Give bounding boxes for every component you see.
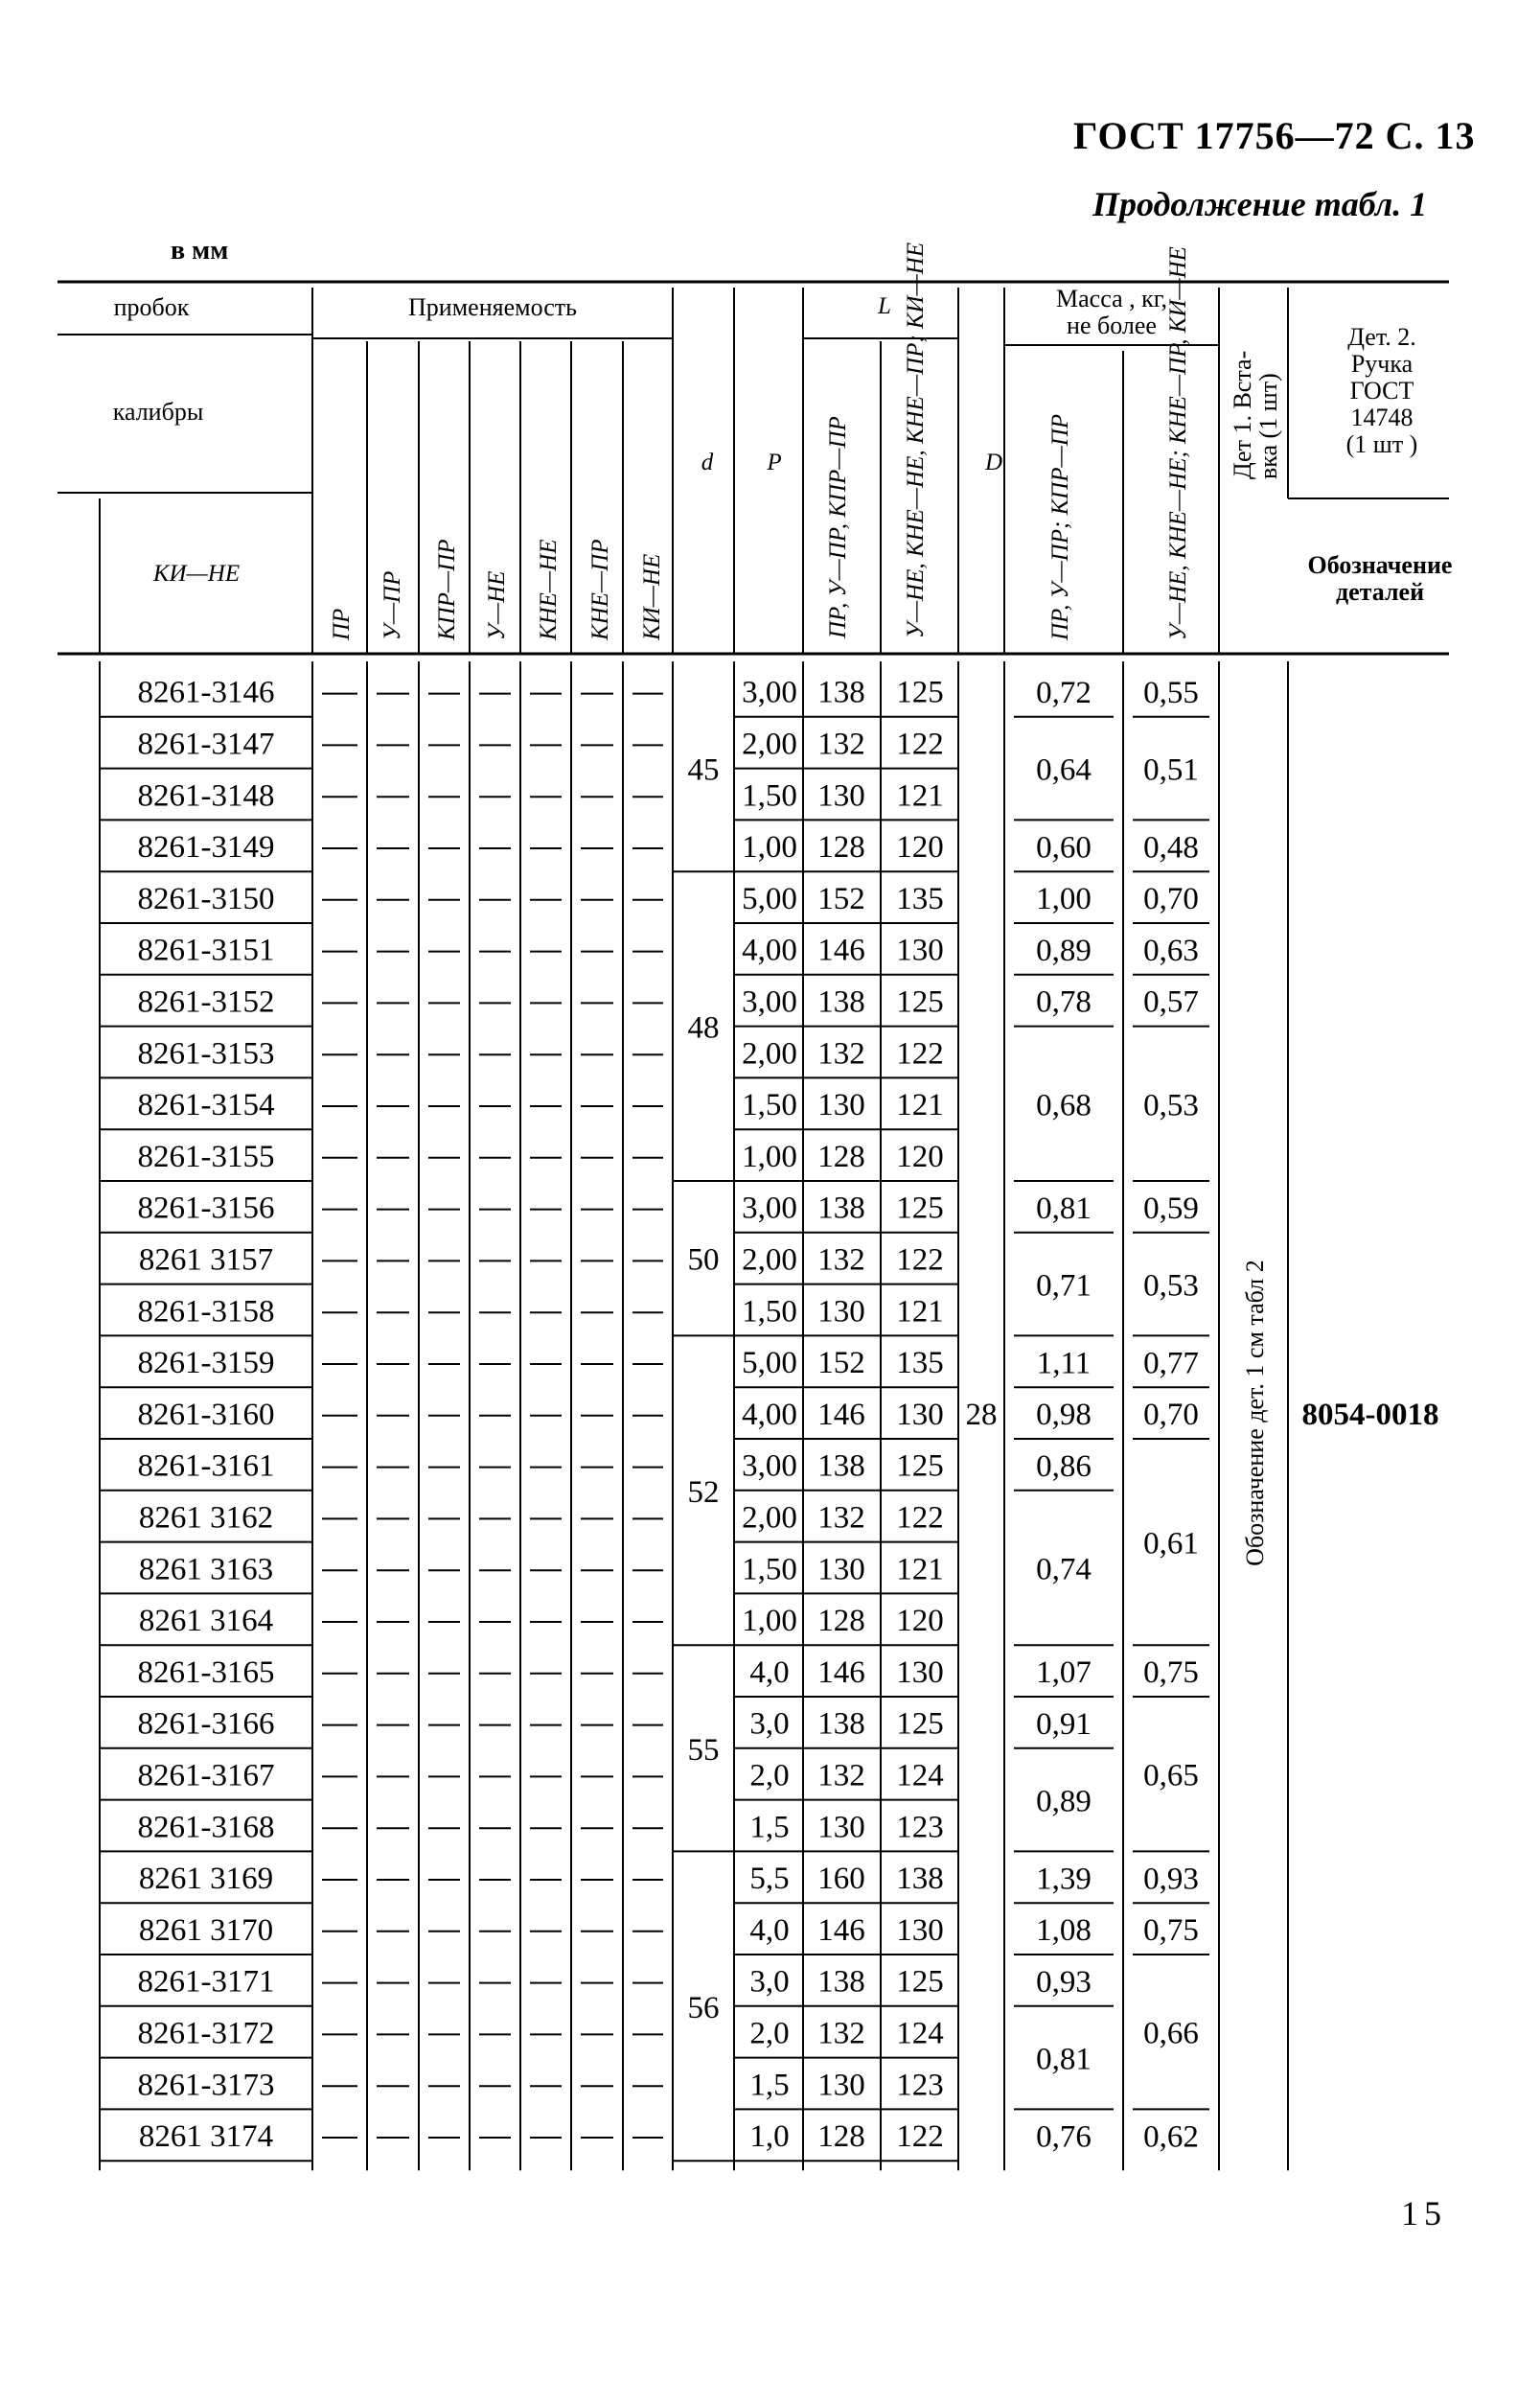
mass-value-pr: 0,71 — [1036, 1268, 1092, 1304]
gauge-code: 8261-3155 — [137, 1139, 275, 1174]
pitch-value: 2,00 — [742, 1500, 797, 1536]
pitch-value: 4,00 — [742, 933, 797, 968]
diameter-value: 56 — [687, 1990, 720, 2025]
length-value-ne: 122 — [896, 1036, 944, 1072]
length-value-ne: 121 — [896, 1294, 944, 1330]
length-value-ne: 125 — [896, 675, 944, 710]
mass-value-pr: 0,76 — [1036, 2119, 1092, 2155]
header-ki-ne: КИ—НЕ — [152, 561, 241, 587]
header-app-pr: ПР — [329, 608, 355, 640]
mass-value-pr: 1,11 — [1036, 1346, 1092, 1381]
pitch-value: 5,00 — [742, 881, 797, 916]
header-plugs: пробок — [113, 293, 190, 321]
gauge-code: 8261 3162 — [138, 1500, 274, 1536]
mass-value-ne: 0,62 — [1143, 2119, 1199, 2155]
length-value-ne: 135 — [896, 1346, 944, 1381]
mass-value-ne: 0,59 — [1143, 1191, 1199, 1226]
mass-value-ne: 0,57 — [1143, 984, 1199, 1020]
length-value-pr: 138 — [817, 984, 865, 1020]
header-mass: Масса , кг, — [1056, 285, 1167, 312]
length-value-ne: 124 — [896, 1758, 944, 1793]
gauge-code: 8261-3166 — [137, 1706, 275, 1742]
length-value-ne: 122 — [896, 1242, 944, 1278]
length-value-pr: 152 — [817, 1346, 865, 1381]
mass-value-ne: 0,66 — [1143, 2016, 1199, 2051]
gauge-code: 8261-3147 — [137, 727, 275, 762]
gauge-code: 8261-3165 — [137, 1654, 275, 1690]
mass-value-pr: 0,93 — [1036, 1964, 1092, 2000]
length-value-ne: 122 — [896, 727, 944, 762]
length-value-pr: 138 — [817, 675, 865, 710]
length-value-pr: 152 — [817, 881, 865, 916]
pitch-value: 2,0 — [749, 1758, 790, 1793]
length-value-pr: 146 — [817, 1397, 865, 1432]
gauge-code: 8261 3163 — [138, 1552, 274, 1587]
gauge-code: 8261-3146 — [137, 675, 275, 710]
header-l: L — [878, 293, 891, 319]
pitch-value: 4,0 — [749, 1654, 790, 1690]
length-value-pr: 138 — [817, 1706, 865, 1742]
mass-value-pr: 1,39 — [1036, 1862, 1092, 1897]
length-value-ne: 130 — [896, 1912, 944, 1948]
mass-value-pr: 1,07 — [1036, 1655, 1092, 1691]
length-value-pr: 128 — [817, 2119, 865, 2155]
mass-value-ne: 0,63 — [1143, 933, 1199, 968]
length-value-ne: 120 — [896, 1139, 944, 1174]
length-value-ne: 130 — [896, 1397, 944, 1432]
pitch-value: 1,50 — [742, 1552, 797, 1587]
pitch-value: 4,0 — [749, 1912, 790, 1948]
gauge-code: 8261-3151 — [137, 933, 275, 968]
diameter-value: 48 — [687, 1010, 720, 1046]
length-value-pr: 132 — [817, 727, 865, 762]
mass-value-pr: 0,98 — [1036, 1398, 1092, 1433]
mass-value-ne: 0,75 — [1143, 1655, 1199, 1691]
length-value-ne: 121 — [896, 1088, 944, 1123]
length-value-pr: 146 — [817, 1654, 865, 1690]
header-det2-line2: Ручка — [1350, 350, 1414, 378]
header-p: P — [767, 450, 782, 475]
pitch-value: 1,50 — [742, 778, 797, 814]
gauge-code: 8261-3152 — [137, 984, 275, 1020]
header-app-kpr-pr: КПР—ПР — [434, 539, 460, 640]
standard-number: ГОСТ 17756—72 С. 13 — [1073, 114, 1476, 157]
length-value-pr: 130 — [817, 2068, 865, 2103]
mass-value-pr: 0,60 — [1036, 830, 1092, 866]
gauge-code: 8261-3154 — [137, 1088, 275, 1123]
pitch-value: 3,00 — [742, 1191, 797, 1226]
header-designation: Обозначение — [1307, 551, 1453, 579]
length-value-ne: 121 — [896, 1552, 944, 1587]
pitch-value: 4,00 — [742, 1397, 797, 1432]
mass-value-ne: 0,70 — [1143, 1398, 1199, 1433]
length-value-pr: 132 — [817, 1500, 865, 1536]
table-body — [138, 676, 1439, 2155]
pitch-value: 1,5 — [749, 2068, 790, 2103]
header-det2-line4: 14748 — [1350, 404, 1414, 431]
gauge-code: 8261 3169 — [138, 1862, 274, 1897]
det1-reference: Обозначение дет. 1 см табл 2 — [1241, 1260, 1269, 1566]
pitch-value: 1,00 — [742, 830, 797, 866]
header-dd: D — [984, 450, 1003, 475]
gauge-code: 8261-3168 — [137, 1810, 275, 1845]
pitch-value: 3,00 — [742, 1448, 797, 1484]
pitch-value: 1,00 — [742, 1604, 797, 1639]
mass-value-pr: 0,64 — [1036, 752, 1092, 788]
header-app-u-pr: У—ПР — [379, 570, 405, 640]
mass-value-pr: 0,72 — [1036, 675, 1092, 710]
mass-value-pr: 0,81 — [1036, 2042, 1092, 2077]
pitch-value: 1,5 — [749, 1810, 790, 1845]
length-value-pr: 132 — [817, 1758, 865, 1793]
length-value-pr: 160 — [817, 1862, 865, 1897]
length-value-pr: 138 — [817, 1964, 865, 2000]
mass-value-pr: 0,91 — [1036, 1706, 1092, 1742]
gauge-code: 8261-3160 — [137, 1397, 275, 1432]
gauge-code: 8261-3148 — [137, 778, 275, 814]
mass-value-ne: 0,93 — [1143, 1862, 1199, 1897]
length-value-ne: 122 — [896, 1500, 944, 1536]
length-value-ne: 125 — [896, 1191, 944, 1226]
length-value-ne: 125 — [896, 1964, 944, 2000]
mass-value-ne: 0,53 — [1143, 1088, 1199, 1123]
mass-value-pr: 0,74 — [1036, 1552, 1092, 1587]
mass-value-ne: 0,77 — [1143, 1346, 1199, 1381]
header-applicability: Применяемость — [408, 293, 577, 321]
pitch-value: 3,00 — [742, 984, 797, 1020]
mass-value-pr: 1,00 — [1036, 882, 1092, 917]
pitch-value: 1,50 — [742, 1088, 797, 1123]
header-gauges: калибры — [112, 398, 204, 426]
length-value-pr: 132 — [817, 2016, 865, 2051]
length-value-pr: 128 — [817, 1604, 865, 1639]
gauge-code: 8261-3153 — [137, 1036, 275, 1072]
mass-value-pr: 0,68 — [1036, 1088, 1092, 1123]
header-det2: Дет. 2. — [1347, 323, 1416, 351]
header-app-ki-ne: КИ—НЕ — [639, 553, 665, 640]
page-number: 15 — [1401, 2194, 1447, 2232]
pitch-value: 2,00 — [742, 727, 797, 762]
gauge-code: 8261-3173 — [137, 2068, 275, 2103]
length-value-pr: 128 — [817, 1139, 865, 1174]
unit-label: в мм — [171, 236, 229, 266]
mass-value-pr: 0,86 — [1036, 1448, 1092, 1484]
pitch-value: 2,00 — [742, 1036, 797, 1072]
header-det1-line2: вка (1 шт) — [1254, 373, 1282, 479]
diameter-value: 52 — [687, 1474, 720, 1510]
length-value-ne: 138 — [896, 1862, 944, 1897]
mass-value-pr: 0,89 — [1036, 933, 1092, 968]
length-value-pr: 130 — [817, 1810, 865, 1845]
pitch-value: 3,0 — [749, 1706, 790, 1742]
header-det1: Дет 1. Вста- — [1229, 350, 1256, 479]
pitch-value: 1,50 — [742, 1294, 797, 1330]
length-value-pr: 132 — [817, 1242, 865, 1278]
header-designation-line2: деталей — [1335, 578, 1425, 606]
mass-value-pr: 0,81 — [1036, 1191, 1092, 1226]
mass-value-ne: 0,53 — [1143, 1268, 1199, 1304]
header-app-kne-ne: КНЕ—НЕ — [536, 539, 562, 640]
mass-value-ne: 0,75 — [1143, 1913, 1199, 1949]
diameter-value: 55 — [687, 1732, 720, 1768]
header-l-col2: У—НЕ, КНЕ—НЕ, КНЕ—ПР; КИ—НЕ — [903, 242, 929, 638]
header-l-col1: ПР, У—ПР, КПР—ПР — [825, 416, 851, 638]
mass-value-ne: 0,51 — [1143, 752, 1199, 788]
length-value-pr: 138 — [817, 1191, 865, 1226]
gauge-code: 8261 3170 — [138, 1912, 274, 1948]
header-mass-col2: У—НЕ, КНЕ—НЕ; КНЕ—ПР, КИ—НЕ — [1165, 246, 1191, 640]
pitch-value: 1,00 — [742, 1139, 797, 1174]
mass-value-pr: 0,78 — [1036, 984, 1092, 1020]
mass-value-ne: 0,65 — [1143, 1758, 1199, 1793]
length-value-pr: 130 — [817, 1552, 865, 1587]
length-value-ne: 123 — [896, 1810, 944, 1845]
length-value-ne: 125 — [896, 1706, 944, 1742]
length-value-pr: 128 — [817, 830, 865, 866]
length-value-ne: 135 — [896, 881, 944, 916]
length-value-ne: 123 — [896, 2068, 944, 2103]
table-header — [113, 243, 1453, 641]
dd-value: 28 — [965, 1398, 998, 1433]
mass-value-ne: 0,55 — [1143, 675, 1199, 710]
gauge-code: 8261-3161 — [137, 1448, 275, 1484]
gauge-code: 8261 3164 — [138, 1604, 274, 1639]
length-value-pr: 138 — [817, 1448, 865, 1484]
gauge-code: 8261 3174 — [138, 2119, 274, 2155]
header-det2-line5: (1 шт ) — [1345, 430, 1418, 458]
length-value-ne: 121 — [896, 778, 944, 814]
pitch-value: 2,0 — [749, 2016, 790, 2051]
pitch-value: 3,0 — [749, 1964, 790, 2000]
header-app-u-ne: У—НЕ — [484, 570, 510, 640]
length-value-pr: 130 — [817, 1088, 865, 1123]
gauge-code: 8261-3149 — [137, 830, 275, 866]
gauge-code: 8261-3167 — [137, 1758, 275, 1793]
length-value-pr: 146 — [817, 933, 865, 968]
mass-value-ne: 0,70 — [1143, 882, 1199, 917]
gauge-code: 8261-3158 — [137, 1294, 275, 1330]
length-value-ne: 120 — [896, 1604, 944, 1639]
length-value-ne: 124 — [896, 2016, 944, 2051]
diameter-value: 50 — [687, 1242, 720, 1278]
pitch-value: 2,00 — [742, 1242, 797, 1278]
pitch-value: 1,0 — [749, 2119, 790, 2155]
gauge-code: 8261-3150 — [137, 881, 275, 916]
length-value-ne: 120 — [896, 830, 944, 866]
length-value-pr: 146 — [817, 1912, 865, 1948]
header-d: d — [701, 450, 714, 475]
pitch-value: 3,00 — [742, 675, 797, 710]
gauge-code: 8261-3171 — [137, 1964, 275, 2000]
length-value-pr: 132 — [817, 1036, 865, 1072]
length-value-ne: 125 — [896, 1448, 944, 1484]
mass-value-pr: 1,08 — [1036, 1913, 1092, 1949]
gauge-code: 8261 3157 — [138, 1242, 274, 1278]
length-value-ne: 130 — [896, 1654, 944, 1690]
header-app-kne-pr: КНЕ—ПР — [587, 539, 613, 640]
header-mass-col1: ПР, У—ПР; КПР—ПР — [1047, 413, 1073, 640]
det2-value: 8054-0018 — [1301, 1398, 1439, 1433]
header-det2-line3: ГОСТ — [1349, 377, 1414, 405]
length-value-pr: 130 — [817, 1294, 865, 1330]
length-value-ne: 125 — [896, 984, 944, 1020]
gauge-code: 8261-3172 — [137, 2016, 275, 2051]
pitch-value: 5,5 — [749, 1862, 790, 1897]
mass-value-ne: 0,48 — [1143, 830, 1199, 866]
diameter-value: 45 — [687, 752, 720, 788]
mass-value-pr: 0,89 — [1036, 1784, 1092, 1819]
pitch-value: 5,00 — [742, 1346, 797, 1381]
table-continuation-title: Продолжение табл. 1 — [1092, 185, 1428, 223]
length-value-ne: 130 — [896, 933, 944, 968]
length-value-pr: 130 — [817, 778, 865, 814]
mass-value-ne: 0,61 — [1143, 1526, 1199, 1562]
gauge-code: 8261-3156 — [137, 1191, 275, 1226]
length-value-ne: 122 — [896, 2119, 944, 2155]
header-mass-line2: не более — [1067, 312, 1157, 339]
gauge-code: 8261-3159 — [137, 1346, 275, 1381]
